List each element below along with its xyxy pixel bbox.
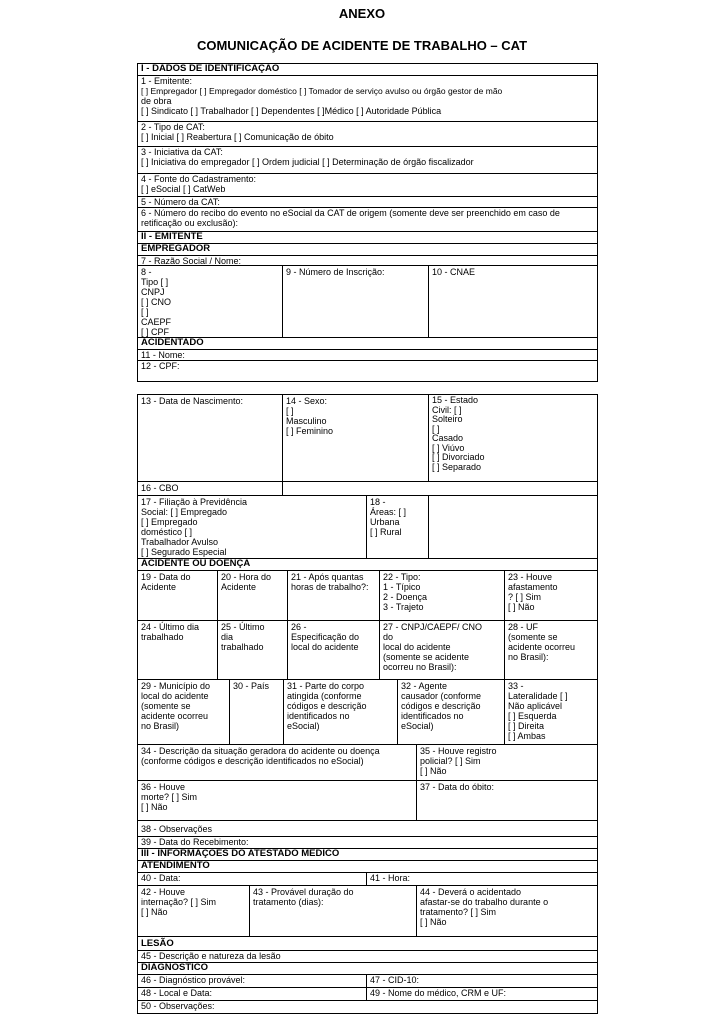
c42-line-3: [ ] Não	[141, 907, 168, 917]
field-cbo[interactable]: 16 - CBO	[138, 482, 283, 495]
field-ultimo-dia-2[interactable]	[218, 621, 288, 679]
filiacao-line-4: doméstico [ ]	[141, 527, 193, 537]
c29-line-5: no Brasil)	[141, 721, 180, 731]
acidente-grid-3	[138, 680, 597, 745]
field-data-atendimento[interactable]: 40 - Data:	[138, 873, 367, 885]
tipo-line-1: 8 -	[141, 267, 152, 277]
c35-line-2: policial? [ ] Sim	[420, 756, 481, 766]
c31-line-5: eSocial)	[287, 721, 320, 731]
field-cnae[interactable]: 10 - CNAE	[432, 267, 476, 277]
filiacao-line-1: 17 - Filiação à Previdência	[141, 497, 248, 507]
field-diagnostico-provavel[interactable]: 46 - Diagnóstico provável:	[138, 975, 367, 987]
c31-line-4: identificados no	[287, 711, 350, 721]
field-observacoes-final[interactable]: 50 - Observações:	[141, 1001, 215, 1011]
c44-line-4: [ ] Não	[420, 917, 447, 927]
field-descricao-situacao[interactable]	[138, 745, 417, 780]
field-data-obito[interactable]: 37 - Data do óbito:	[420, 782, 495, 792]
section-title-atestado: III - INFORMAÇÕES DO ATESTADO MÉDICO	[138, 849, 597, 861]
c44-line-1: 44 - Deverá o acidentado	[420, 887, 522, 897]
field-natureza-lesao[interactable]: 45 - Descrição e natureza da lesão	[138, 951, 597, 963]
c21-line-2: horas de trabalho?:	[291, 582, 369, 592]
sexo-line-1: 14 - Sexo:	[286, 396, 328, 406]
emitente-options-line1: [ ] Empregador [ ] Empregador doméstico [ ] Tomador de serviço avulso ou órgão gestor de mão	[141, 86, 503, 96]
field-local-data[interactable]: 48 - Local e Data:	[138, 988, 367, 1000]
c19-line-1: 19 - Data do	[141, 572, 191, 582]
c33-line-1: 33 -	[508, 681, 524, 691]
c29-line-2: local do acidente	[141, 691, 209, 701]
tipo-cat-label: 2 - Tipo de CAT:	[141, 122, 205, 132]
c36-line-1: 36 - Houve	[141, 782, 186, 792]
civil-line-5: Casado	[432, 433, 464, 443]
c25-line-2: dia	[221, 632, 234, 642]
filiacao-line-6: [ ] Segurado Especial	[141, 547, 227, 557]
fonte-label: 4 - Fonte do Cadastramento:	[141, 174, 257, 184]
c36-line-2: morte? [ ] Sim	[141, 792, 198, 802]
c32-line-3: códigos e descrição	[401, 701, 481, 711]
c42-line-2: internação? [ ] Sim	[141, 897, 217, 907]
tipo-line-4: [ ] CNO	[141, 297, 172, 307]
field-observacoes[interactable]: 38 - Observações	[138, 821, 597, 837]
field-areas[interactable]	[367, 496, 429, 558]
field-afastar-trabalho[interactable]	[417, 886, 597, 936]
c23-line-2: afastamento	[508, 582, 558, 592]
c21-line-1: 21 - Após quantas	[291, 572, 364, 582]
emitente-options-line3: [ ] Sindicato [ ] Trabalhador [ ] Dependentes [ ]Médico [ ] Autoridade Pública	[141, 106, 442, 116]
c31-line-1: 31 - Parte do corpo	[287, 681, 365, 691]
c34-line-2: (conforme códigos e descrição identificados no eSocial)	[141, 756, 364, 766]
filiacao-line-2: Social: [ ] Empregado	[141, 507, 228, 517]
iniciativa-options: [ ] Iniciativa do empregador [ ] Ordem judicial [ ] Determinação de órgão fiscalizador	[141, 157, 474, 167]
field-numero-inscricao[interactable]: 9 - Número de Inscrição:	[283, 266, 429, 337]
c27-line-2: do	[383, 632, 394, 642]
acidente-grid-5	[138, 781, 597, 821]
empregador-grid	[138, 266, 597, 338]
atendimento-grid-2	[138, 886, 597, 937]
acidente-grid-4	[138, 745, 597, 781]
acidente-grid-1	[138, 571, 597, 621]
c33-line-3: Não aplicável	[508, 701, 563, 711]
civil-line-7: [ ] Divorciado	[432, 452, 485, 462]
field-municipio[interactable]	[138, 680, 230, 744]
c32-line-2: causador (conforme	[401, 691, 482, 701]
c22-line-4: 3 - Trajeto	[383, 602, 424, 612]
emitente-options-line2: de obra	[141, 96, 172, 106]
field-afastamento[interactable]	[505, 571, 597, 620]
civil-line-4: [ ]	[432, 423, 440, 434]
c28-line-4: no Brasil):	[508, 652, 549, 662]
field-nome-medico[interactable]: 49 - Nome do médico, CRM e UF:	[370, 988, 507, 998]
field-razao-social[interactable]: 7 - Razão Social / Nome:	[138, 256, 597, 266]
diagnostico-grid-2	[138, 988, 597, 1001]
c23-line-1: 23 - Houve	[508, 572, 553, 582]
filiacao-grid	[138, 496, 597, 559]
c19-line-2: Acidente	[141, 582, 177, 592]
filiacao-line-5: Trabalhador Avulso	[141, 537, 219, 547]
tipo-line-2: Tipo [ ]	[141, 277, 169, 287]
field-horas-trabalho[interactable]	[288, 571, 380, 620]
sexo-line-4: [ ] Feminino	[286, 426, 334, 436]
c29-line-3: (somente se	[141, 701, 191, 711]
c43-line-2: tratamento (dias):	[253, 897, 324, 907]
section-title-acidente: ACIDENTE OU DOENÇA	[138, 559, 597, 571]
atendimento-grid-1	[138, 873, 597, 886]
c31-line-3: códigos e descrição	[287, 701, 367, 711]
c22-line-1: 22 - Tipo:	[383, 572, 421, 582]
c35-line-1: 35 - Houve registro	[420, 746, 497, 756]
field-uf-acidente[interactable]	[505, 621, 597, 679]
c27-line-5: ocorreu no Brasil):	[383, 662, 457, 672]
c36-line-3: [ ] Não	[141, 802, 168, 812]
civil-line-2: Civil: [ ]	[432, 404, 462, 415]
c43-line-1: 43 - Provável duração do	[253, 887, 354, 897]
c24-line-1: 24 - Último dia	[141, 622, 200, 632]
field-emitente[interactable]	[138, 76, 597, 122]
identification-block	[137, 63, 598, 382]
civil-line-1: 15 - Estado	[432, 395, 479, 405]
c25-line-3: trabalhado	[221, 642, 264, 652]
sexo-line-2: [ ]	[286, 406, 294, 416]
subsection-lesao: LESÃO	[138, 937, 597, 951]
c34-line-1: 34 - Descrição da situação geradora do acidente ou doença	[141, 746, 380, 756]
field-tipo-cat[interactable]	[138, 122, 597, 147]
cbo-grid	[138, 482, 597, 496]
field-tipo-inscricao[interactable]	[138, 266, 283, 337]
subsection-diagnostico: DIAGNÓSTICO	[138, 963, 597, 975]
fonte-options: [ ] eSocial [ ] CatWeb	[141, 184, 226, 194]
acidente-grid-2	[138, 621, 597, 680]
civil-line-3: Solteiro	[432, 414, 463, 424]
field-sexo[interactable]	[283, 395, 429, 481]
field-data-recebimento[interactable]: 39 - Data do Recebimento:	[138, 837, 597, 849]
sexo-line-3: Masculino	[286, 416, 327, 426]
c26-line-2: Especificação do	[291, 632, 360, 642]
tipo-line-3: CNPJ	[141, 287, 165, 297]
c32-line-4: identificados no	[401, 711, 464, 721]
field-nome[interactable]: 11 - Nome:	[138, 350, 597, 361]
field-filiacao[interactable]	[138, 496, 367, 558]
field-cid[interactable]: 47 - CID-10:	[370, 975, 420, 985]
c32-line-1: 32 - Agente	[401, 681, 448, 691]
section-title-emitente: II - EMITENTE	[138, 232, 597, 244]
tipo-line-6: CAEPF	[141, 317, 172, 327]
field-registro-policial[interactable]	[417, 745, 597, 780]
c33-line-6: [ ] Ambas	[508, 731, 546, 741]
c26-line-3: local do acidente	[291, 642, 359, 652]
accident-block	[137, 394, 598, 1014]
c20-line-2: Acidente	[221, 582, 257, 592]
c32-line-5: eSocial)	[401, 721, 434, 731]
c33-line-2: Lateralidade [ ]	[508, 691, 568, 701]
c42-line-1: 42 - Houve	[141, 887, 186, 897]
c31-line-2: atingida (conforme	[287, 691, 362, 701]
c28-line-3: acidente ocorreu	[508, 642, 576, 652]
field-estado-civil[interactable]	[429, 395, 597, 481]
c33-line-4: [ ] Esquerda	[508, 711, 557, 721]
field-agente-causador[interactable]	[398, 680, 505, 744]
c44-line-2: afastar-se do trabalho durante o	[420, 897, 549, 907]
field-hora-atendimento[interactable]: 41 - Hora:	[370, 873, 411, 883]
field-especificacao-local[interactable]	[288, 621, 380, 679]
c23-line-3: ? [ ] Sim	[508, 592, 542, 602]
c29-line-1: 29 - Município do	[141, 681, 211, 691]
c22-line-3: 2 - Doença	[383, 592, 428, 602]
c26-line-1: 26 -	[291, 622, 307, 632]
field-numero-recibo[interactable]	[138, 208, 597, 232]
c27-line-4: (somente se acidente	[383, 652, 470, 662]
c29-line-4: acidente ocorreu	[141, 711, 209, 721]
field-cnpj-local[interactable]	[380, 621, 505, 679]
areas-line-4: [ ] Rural	[370, 527, 402, 537]
areas-line-2: Áreas: [ ]	[370, 507, 407, 517]
field-ultimo-dia-1[interactable]	[138, 621, 218, 679]
subsection-empregador: EMPREGADOR	[138, 244, 597, 256]
areas-line-1: 18 -	[370, 497, 386, 507]
cbo-spacer	[283, 482, 597, 495]
c25-line-1: 25 - Último	[221, 622, 265, 632]
field-lateralidade[interactable]	[505, 680, 597, 744]
numero-recibo-label: 6 - Número do recibo do evento no eSocial da CAT de origem (somente deve ser preenchido em caso de retificação ou exclusão):	[141, 208, 560, 228]
c27-line-1: 27 - CNPJ/CAEPF/ CNO	[383, 622, 483, 632]
field-fonte-cadastramento[interactable]	[138, 174, 597, 197]
c27-line-3: local do acidente	[383, 642, 451, 652]
filiacao-line-3: [ ] Empregado	[141, 517, 198, 527]
diagnostico-grid-1	[138, 975, 597, 988]
document-header-title: ANEXO	[338, 6, 386, 21]
c23-line-4: [ ] Não	[508, 602, 535, 612]
field-parte-corpo[interactable]	[284, 680, 398, 744]
tipo-cat-options: [ ] Inicial [ ] Reabertura [ ] Comunicação de óbito	[141, 132, 334, 142]
field-data-acidente[interactable]	[138, 571, 218, 620]
field-cpf[interactable]: 12 - CPF:	[141, 361, 180, 371]
c24-line-2: trabalhado	[141, 632, 184, 642]
subsection-atendimento: ATENDIMENTO	[138, 861, 597, 873]
c33-line-5: [ ] Direita	[508, 721, 545, 731]
field-duracao-tratamento[interactable]	[250, 886, 417, 936]
field-houve-morte[interactable]	[138, 781, 417, 820]
c44-line-3: tratamento? [ ] Sim	[420, 907, 497, 917]
field-pais[interactable]	[230, 680, 284, 744]
c28-line-2: (somente se	[508, 632, 558, 642]
c20-line-1: 20 - Hora do	[221, 572, 272, 582]
areas-line-3: Urbana	[370, 517, 400, 527]
filiacao-spacer	[429, 496, 597, 558]
field-hora-acidente[interactable]	[218, 571, 288, 620]
tipo-line-5: [ ]	[141, 307, 149, 317]
civil-line-8: [ ] Separado	[432, 461, 482, 472]
field-tipo-acidente[interactable]	[380, 571, 505, 620]
subsection-acidentado: ACIDENTADO	[138, 338, 597, 350]
emitente-label: 1 - Emitente:	[141, 76, 193, 86]
document-title: COMUNICAÇÃO DE ACIDENTE DE TRABALHO – CAT	[196, 38, 528, 53]
personal-grid	[138, 395, 597, 482]
field-numero-cat[interactable]: 5 - Número da CAT:	[138, 197, 597, 208]
c35-line-3: [ ] Não	[420, 766, 447, 776]
field-data-nascimento[interactable]: 13 - Data de Nascimento:	[138, 395, 283, 481]
field-internacao[interactable]	[138, 886, 250, 936]
c22-line-2: 1 - Típico	[383, 582, 421, 592]
civil-line-6: [ ] Viúvo	[432, 442, 465, 453]
c28-line-1: 28 - UF	[508, 622, 539, 632]
iniciativa-label: 3 - Iniciativa da CAT:	[141, 147, 223, 157]
section-title-identificacao: I - DADOS DE IDENTIFICAÇÃO	[138, 64, 597, 76]
c30-line-1: 30 - País	[233, 681, 270, 691]
field-iniciativa[interactable]	[138, 147, 597, 174]
tipo-line-7: [ ] CPF	[141, 327, 170, 337]
